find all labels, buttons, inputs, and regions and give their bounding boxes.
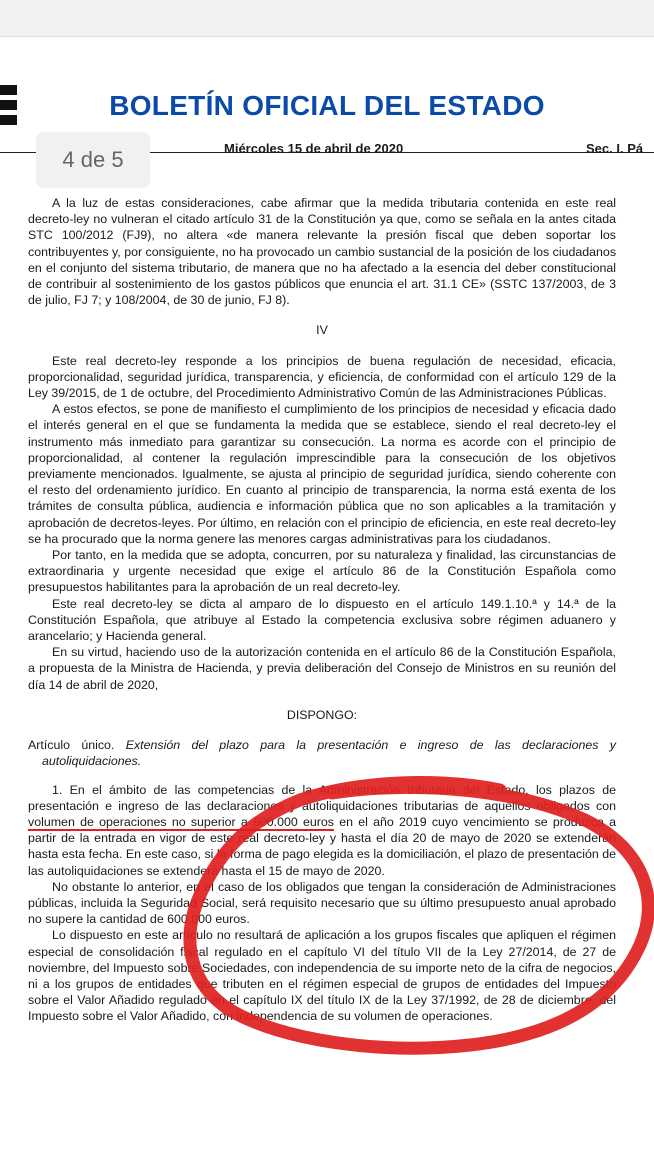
journal-title: BOLETÍN OFICIAL DEL ESTADO: [109, 90, 545, 121]
document-body: [28, 195, 616, 1025]
paragraph: En su virtud, haciendo uso de la autorización contenida en el artículo 86 de la Constitución Española, a propuesta de la Ministra de Hacienda, y previa deliberación del Consejo de Ministros en su reunión del día 14 de abril de 2020,: [28, 645, 616, 692]
publication-date: Miércoles 15 de abril de 2020: [224, 141, 404, 156]
page-indicator: 4 de 5: [36, 132, 150, 188]
dispongo-heading: DISPONGO:: [286, 707, 358, 722]
article-paragraph-1: [28, 782, 616, 879]
section-numeral: IV: [316, 323, 328, 338]
viewer-top-bar: [0, 0, 654, 37]
article-paragraph-3: Lo dispuesto en este artículo no resultará de aplicación a los grupos fiscales que apliquen el régimen especial de consolidación fiscal regulado en el capítulo VI del título VII de la Ley 27/2014, de 27 de noviembre, del Impuesto sobre Sociedades, con independencia de su importe neto de la cifra de negocios, ni a los grupos de entidades que tributen en el régimen especial de grupos de entidades del Impuesto sobre el Valor Añadido regulado en el capítulo IX del título IX de la Ley 37/1992, de 28 de diciembre, del Impuesto sobre el Valor Añadido, con independencia de su volumen de operaciones.: [28, 928, 616, 1024]
paragraph: Este real decreto-ley se dicta al amparo de lo dispuesto en el artículo 149.1.10.ª y 14.ª de la Constitución Española, que atribuye al Estado la competencia exclusiva sobre régimen aduanero y arancelario; y Hacienda general.: [28, 596, 616, 644]
article-heading: [28, 737, 616, 769]
underlined-phrase: volumen de operaciones no superior a 600.000 euros: [28, 814, 334, 829]
article-paragraph-2: No obstante lo anterior, en el caso de los obligados que tengan la consideración de Administraciones públicas, incluida la Seguridad Social, será requisito necesario que su último presupuesto anual aprobado no supere la cantidad de 600.000 euros.: [28, 879, 616, 927]
article-text: 1. En el ámbito de las competencias de la Administración tributaria del Estado, los plazos de presentación e ingreso de las declaraciones y autoliquidaciones tributarias de aquellos obligados con: [28, 782, 616, 813]
section-label: Sec. I. Pá: [586, 141, 644, 156]
article-title: Extensión del plazo para la presentación e ingreso de las declaraciones y autoliquidaciones.: [42, 738, 616, 769]
article-label: Artículo único.: [28, 738, 115, 753]
paragraph: A estos efectos, se pone de manifiesto el cumplimiento de los principios de necesidad y eficacia dado el interés general en el que se fundamenta la medida que se establece, siendo el real decreto-ley el instrumento más inmediato para garantizar su consecución. La norma es acorde con el principio de proporcionalidad, al contener la regulación imprescindible para la consecución de los objetivos previamente mencionados. Igualmente, se ajusta al principio de seguridad jurídica, siendo coherente con el resto del ordenamiento jurídico. En cuanto al principio de transparencia, la norma está exenta de los trámites de consulta pública, audiencia e información pública que no son aplicables a la tramitación y aprobación de decretos-leyes. Por último, en relación con el principio de eficiencia, en este real decreto-ley se ha procurado que la norma genere las menores cargas administrativas para los ciudadanos.: [28, 402, 616, 546]
paragraph: Este real decreto-ley responde a los principios de buena regulación de necesidad, eficacia, proporcionalidad, seguridad jurídica, transparencia, y eficiencia, de conformidad con el artículo 129 de la Ley 39/2015, de 1 de octubre, del Procedimiento Administrativo Común de las Administraciones Públicas.: [28, 353, 616, 401]
article-text: en el año 2019 cuyo vencimiento se produzca a partir de la entrada en vigor de este real decreto-ley y hasta el día 20 de mayo de 2020 se extenderán hasta esta fecha. En este caso, si la forma de pago elegida es la domiciliación, el plazo de presentación de las autoliquidaciones se extenderá hasta el 15 de mayo de 2020.: [28, 814, 616, 878]
paragraph: Por tanto, en la medida que se adopta, concurren, por su naturaleza y finalidad, las circunstancias de extraordinaria y urgente necesidad que exige el artículo 86 de la Constitución Española como presupuestos habilitantes para la aprobación de un real decreto-ley.: [28, 548, 616, 595]
paragraph: A la luz de estas consideraciones, cabe afirmar que la medida tributaria contenida en este real decreto-ley no vulneran el citado artículo 31 de la Constitución ya que, como se señala en la antes citada STC 100/2012 (FJ9), no altera «de manera relevante la presión fiscal que deben soportar los contribuyentes y, por consiguiente, no ha provocado un cambio sustancial de la posición de los ciudadanos en el conjunto del sistema tributario, de manera que no ha afectado a la esencia del deber constitucional de contribuir al sostenimiento de los gastos públicos que enuncia el art. 31.1 CE» (SSTC 137/2003, de 3 de julio, FJ 7; y 108/2004, de 30 de junio, FJ 8).: [28, 196, 617, 308]
